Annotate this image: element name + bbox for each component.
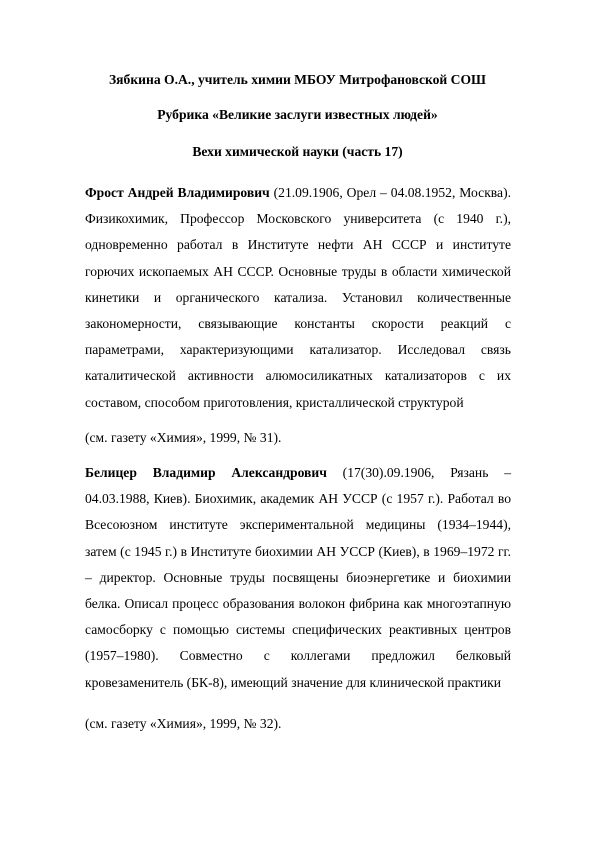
- entry-source: (см. газету «Химия», 1999, № 31).: [85, 430, 282, 445]
- entry-name: Фрост Андрей Владимирович: [85, 185, 270, 200]
- article-title: Вехи химической науки (часть 17): [192, 144, 403, 159]
- entry-source: (см. газету «Химия», 1999, № 32).: [85, 716, 282, 731]
- entry-paragraph-belitser: [85, 460, 511, 696]
- author-line: Зябкина О.А., учитель химии МБОУ Митрофановской СОШ: [109, 72, 486, 87]
- entry-text: (17(30).09.1906, Рязань – 04.03.1988, Киев). Биохимик, академик АН УССР (с 1957 г.). Работал во Всесоюзном институте экспериментальной медицины (1934–1944), затем (с 1945 г.) в Институте биохимии АН УССР (Киев), в 1969–1972 гг. – директор. Основные труды посвящены биоэнергетике и биохимии белка. Описал процесс образования волокон фибрина как многоэтапную самосборку с помощью системы специфических реактивных центров (1957–1980). Совместно с коллегами предложил белковый кровезаменитель (БК-8), имеющий значение для клинической практики: [85, 465, 511, 690]
- entry-name: Белицер Владимир Александрович: [85, 465, 327, 480]
- entry-paragraph-frost: [85, 180, 511, 416]
- entry-text: (21.09.1906, Орел – 04.08.1952, Москва). Физикохимик, Профессор Московского университета (с 1940 г.), одновременно работал в Институте нефти АН СССР и институте горючих ископаемых АН СССР. Основные труды в области химической кинетики и органического катализа. Установил количественные закономерности, связывающие константы скорости реакций с параметрами, характеризующими катализатор. Исследовал связь каталитической активности алюмосиликатных катализаторов с их составом, способом приготовления, кристаллической структурой: [85, 185, 511, 410]
- rubric-line: Рубрика «Великие заслуги известных людей»: [157, 107, 438, 122]
